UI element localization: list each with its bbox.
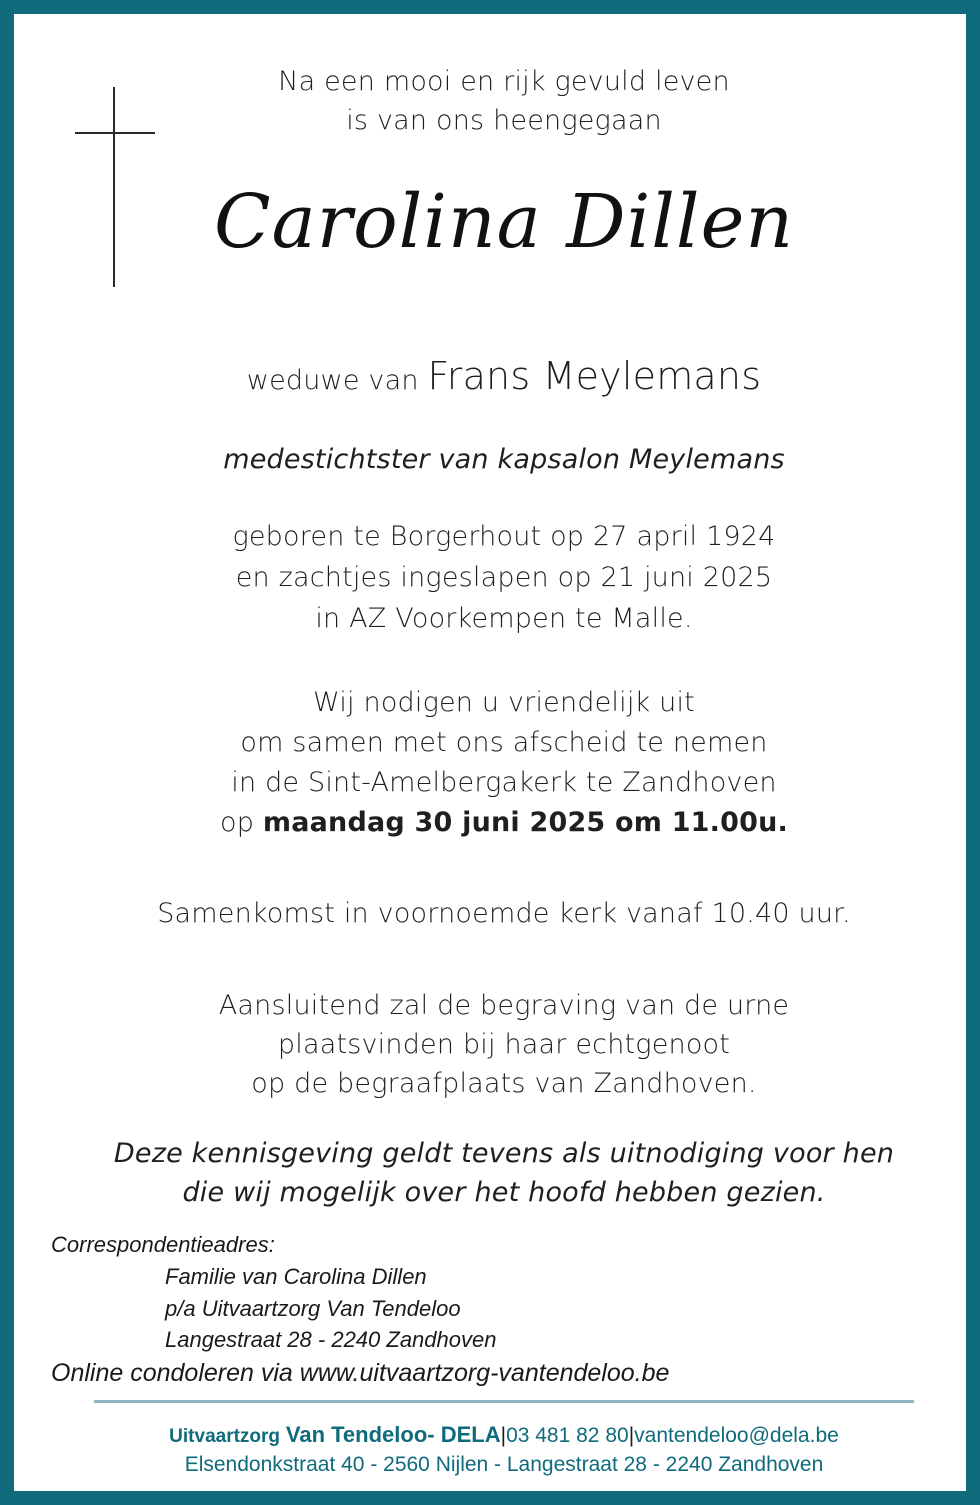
footer-phone: 03 481 82 80	[506, 1424, 629, 1447]
spouse-prefix: weduwe van	[246, 365, 419, 396]
divider	[94, 1400, 914, 1403]
intro-line-2: is van ons heengegaan	[346, 105, 662, 136]
burial-line-2: plaatsvinden bij haar echtgenoot	[277, 1029, 731, 1060]
correspondence-line-3: Langestraat 28 - 2240 Zandhoven	[165, 1327, 497, 1352]
footer-separator-2: |	[628, 1424, 635, 1447]
birth-death-line-1: geboren te Borgerhout op 27 april 1924	[232, 521, 776, 552]
invitation-line-1: Wij nodigen u vriendelijk uit	[313, 687, 695, 718]
correspondence-line-1: Familie van Carolina Dillen	[165, 1264, 427, 1289]
birth-death-line-3: in AZ Voorkempen te Malle.	[315, 603, 693, 634]
burial-line-3: op de begraafplaats van Zandhoven.	[251, 1068, 757, 1099]
role-line: medestichtster van kapsalon Meylemans	[223, 444, 785, 475]
correspondence-label: Correspondentieadres:	[51, 1232, 275, 1257]
online-condolence: Online condoleren via www.uitvaartzorg-vantendeloo.be	[51, 1359, 670, 1387]
ceremony-line	[14, 807, 980, 838]
invitation-line-3: in de Sint-Amelbergakerk te Zandhoven	[231, 767, 777, 798]
footer-separator-1: |	[500, 1424, 507, 1447]
deceased-name: Carolina Dillen	[213, 179, 795, 265]
correspondence-line-2: p/a Uitvaartzorg Van Tendeloo	[165, 1296, 461, 1321]
footer-contact-line	[14, 1422, 980, 1448]
ceremony-prefix: op	[220, 807, 255, 838]
footer-company-name: Van Tendeloo- DELA	[285, 1422, 501, 1447]
burial-line-1: Aansluitend zal de begraving van de urne	[218, 990, 790, 1021]
birth-death-line-2: en zachtjes ingeslapen op 21 juni 2025	[235, 562, 773, 593]
intro-line-1: Na een mooi en rijk gevuld leven	[278, 66, 730, 97]
footer-email: vantendeloo@dela.be	[634, 1424, 839, 1447]
notice-line-1: Deze kennisgeving geldt tevens als uitnodiging voor hen	[113, 1138, 895, 1169]
footer-addresses: Elsendonkstraat 40 - 2560 Nijlen - Langestraat 28 - 2240 Zandhoven	[184, 1453, 824, 1476]
spouse-line	[14, 354, 980, 398]
ceremony-date-time: maandag 30 juni 2025 om 11.00u.	[262, 807, 788, 838]
notice-line-2: die wij mogelijk over het hoofd hebben gezien.	[182, 1177, 826, 1208]
spouse-name: Frans Meylemans	[427, 354, 762, 398]
footer-company-prefix: Uitvaartzorg	[169, 1426, 281, 1447]
invitation-line-2: om samen met ons afscheid te nemen	[240, 727, 768, 758]
gathering-line: Samenkomst in voornoemde kerk vanaf 10.40 uur.	[157, 898, 851, 929]
